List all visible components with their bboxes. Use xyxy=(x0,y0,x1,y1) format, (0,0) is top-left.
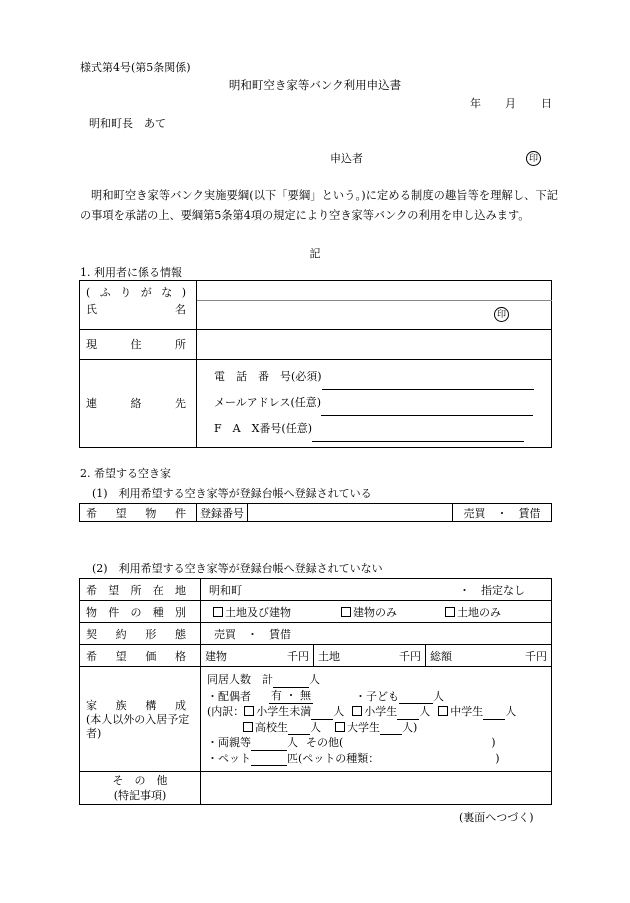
checkbox-icon[interactable] xyxy=(243,722,253,732)
reg-number-label: 登録番号 xyxy=(197,504,248,522)
spouse-options[interactable]: 有 ・ 無 xyxy=(269,688,313,705)
family-note: (本人以外の入居予定者) xyxy=(86,713,190,740)
email-label: メールアドレス(任意) xyxy=(214,396,322,409)
date-year: 年 xyxy=(470,97,481,110)
remarks-field[interactable] xyxy=(201,772,552,805)
property-type-option-building[interactable]: 建物のみ xyxy=(341,604,445,620)
university-count-line[interactable] xyxy=(380,723,402,735)
address-label: 現住所 xyxy=(86,338,186,351)
email-input-line[interactable] xyxy=(321,401,533,416)
price-building-field[interactable] xyxy=(201,645,314,667)
user-info-table xyxy=(79,280,552,448)
remarks-label-2: (特記事項) xyxy=(113,789,167,802)
addressee: 明和町長 あて xyxy=(89,117,166,130)
sub1-type-options[interactable]: 売買 ・ 賃借 xyxy=(453,504,552,522)
section2-sub1-title: (1) 利用希望する空き家等が登録台帳へ登録されている xyxy=(92,487,372,500)
furigana-label: (ふりがな) xyxy=(86,286,186,299)
checkbox-icon[interactable] xyxy=(438,706,448,716)
checkbox-icon[interactable] xyxy=(244,706,254,716)
under-school-count-line[interactable] xyxy=(311,708,333,720)
section2-sub2-title: (2) 利用希望する空き家等が登録台帳へ登録されていない xyxy=(92,562,383,575)
section2-title: 2. 希望する空き家 xyxy=(80,467,171,480)
family-cohabit-row: 同居人数 計 人 xyxy=(207,673,320,686)
remarks-label-1: そ の 他 xyxy=(112,774,168,787)
location-field[interactable] xyxy=(201,579,552,601)
property-type-label: 物件の種別 xyxy=(86,605,186,619)
ki-heading: 記 xyxy=(309,247,321,260)
checkbox-icon xyxy=(213,607,223,617)
form-number: 様式第4号(第5条関係) xyxy=(80,61,191,74)
family-breakdown-row: (内訳： 小学生未満 人 小学生 人 中学生 人 xyxy=(207,705,517,718)
name-label-cell xyxy=(80,300,197,329)
price-label: 希望価格 xyxy=(86,649,186,663)
family-spouse-children-row: ・配偶者 有 ・ 無 ・子ども 人 xyxy=(207,688,444,703)
desired-property-label-cell xyxy=(80,504,197,522)
applicant-label: 申込者 xyxy=(330,152,363,165)
pet-count-line[interactable] xyxy=(251,754,287,766)
price-total-field[interactable] xyxy=(426,645,552,667)
price-building-label: 建物 xyxy=(205,649,227,663)
name-field[interactable] xyxy=(197,300,552,329)
cohabit-count-line[interactable] xyxy=(273,676,309,688)
family-fields xyxy=(201,667,552,772)
family-parents-row: ・両親等 人 その他( ) xyxy=(207,736,496,749)
contact-label: 連絡先 xyxy=(86,397,186,410)
applicant-seal-mark: 印 xyxy=(526,151,541,166)
furigana-field[interactable] xyxy=(197,281,552,301)
phone-label: 電 話 番 号(必須) xyxy=(214,370,322,383)
price-land-label: 土地 xyxy=(318,649,340,663)
price-total-unit: 千円 xyxy=(525,649,547,663)
email-row xyxy=(214,390,545,416)
high-count-line[interactable] xyxy=(288,723,310,735)
family-label: 家族構成 xyxy=(86,699,186,712)
phone-input-line[interactable] xyxy=(322,375,534,390)
address-field[interactable] xyxy=(197,329,552,359)
registered-property-table xyxy=(79,503,552,522)
furigana-label-cell xyxy=(80,281,197,301)
location-value: 明和町 xyxy=(209,583,242,597)
fax-row xyxy=(214,416,545,442)
price-land-field[interactable] xyxy=(314,645,426,667)
price-total-label: 総額 xyxy=(430,649,452,663)
junior-count-line[interactable] xyxy=(483,708,505,720)
property-type-label-cell xyxy=(80,601,201,623)
continued-note: (裏面へつづく) xyxy=(459,811,534,824)
form-title: 明和町空き家等バンク利用申込書 xyxy=(228,78,402,92)
price-label-cell xyxy=(80,645,201,667)
family-label-cell xyxy=(80,667,201,772)
reg-number-field[interactable] xyxy=(248,504,453,522)
property-type-option-land-building[interactable]: 土地及び建物 xyxy=(213,604,341,620)
phone-row xyxy=(214,364,545,390)
date-month: 月 xyxy=(505,97,516,110)
name-seal-mark: 印 xyxy=(494,307,509,322)
property-type-options xyxy=(201,601,552,623)
date-day: 日 xyxy=(541,97,552,110)
remarks-label-cell xyxy=(80,772,201,805)
contact-fields xyxy=(197,359,552,447)
property-type-option-land[interactable]: 土地のみ xyxy=(445,606,501,619)
contract-label-cell xyxy=(80,623,201,645)
family-breakdown-row2: 高校生 人 大学生 人) xyxy=(207,720,545,736)
price-building-unit: 千円 xyxy=(287,649,309,663)
family-pet-row: ・ペット 匹(ペットの種類： ) xyxy=(207,751,500,765)
location-label: 希望所在地 xyxy=(86,583,186,597)
location-label-cell xyxy=(80,579,201,601)
elementary-count-line[interactable] xyxy=(397,708,419,720)
contract-label: 契約形態 xyxy=(86,627,186,641)
section1-title: 1. 利用者に係る情報 xyxy=(80,266,182,279)
desired-property-label: 希望物件 xyxy=(86,506,186,520)
fax-label: F A X番号(任意) xyxy=(214,422,312,435)
unregistered-property-table xyxy=(79,578,552,805)
fax-input-line[interactable] xyxy=(312,427,524,442)
checkbox-icon[interactable] xyxy=(352,706,362,716)
intro-paragraph: 明和町空き家等バンク実施要綱(以下「要綱」という。)に定める制度の趣旨等を理解し、下記の事項を承諾の上、要綱第5条第4項の規定により空き家等バンクの利用を申し込みます。 xyxy=(80,189,558,222)
parents-count-line[interactable] xyxy=(251,739,287,751)
checkbox-icon[interactable] xyxy=(335,722,345,732)
address-label-cell xyxy=(80,329,197,359)
checkbox-icon xyxy=(445,607,455,617)
contact-label-cell xyxy=(80,359,197,447)
name-label: 氏名 xyxy=(86,303,186,316)
location-option[interactable]: ・ 指定なし xyxy=(459,583,525,597)
price-land-unit: 千円 xyxy=(399,649,421,663)
children-count-line[interactable] xyxy=(399,692,433,704)
checkbox-icon xyxy=(341,607,351,617)
contract-options[interactable]: 売買 ・ 賃借 xyxy=(201,623,552,645)
